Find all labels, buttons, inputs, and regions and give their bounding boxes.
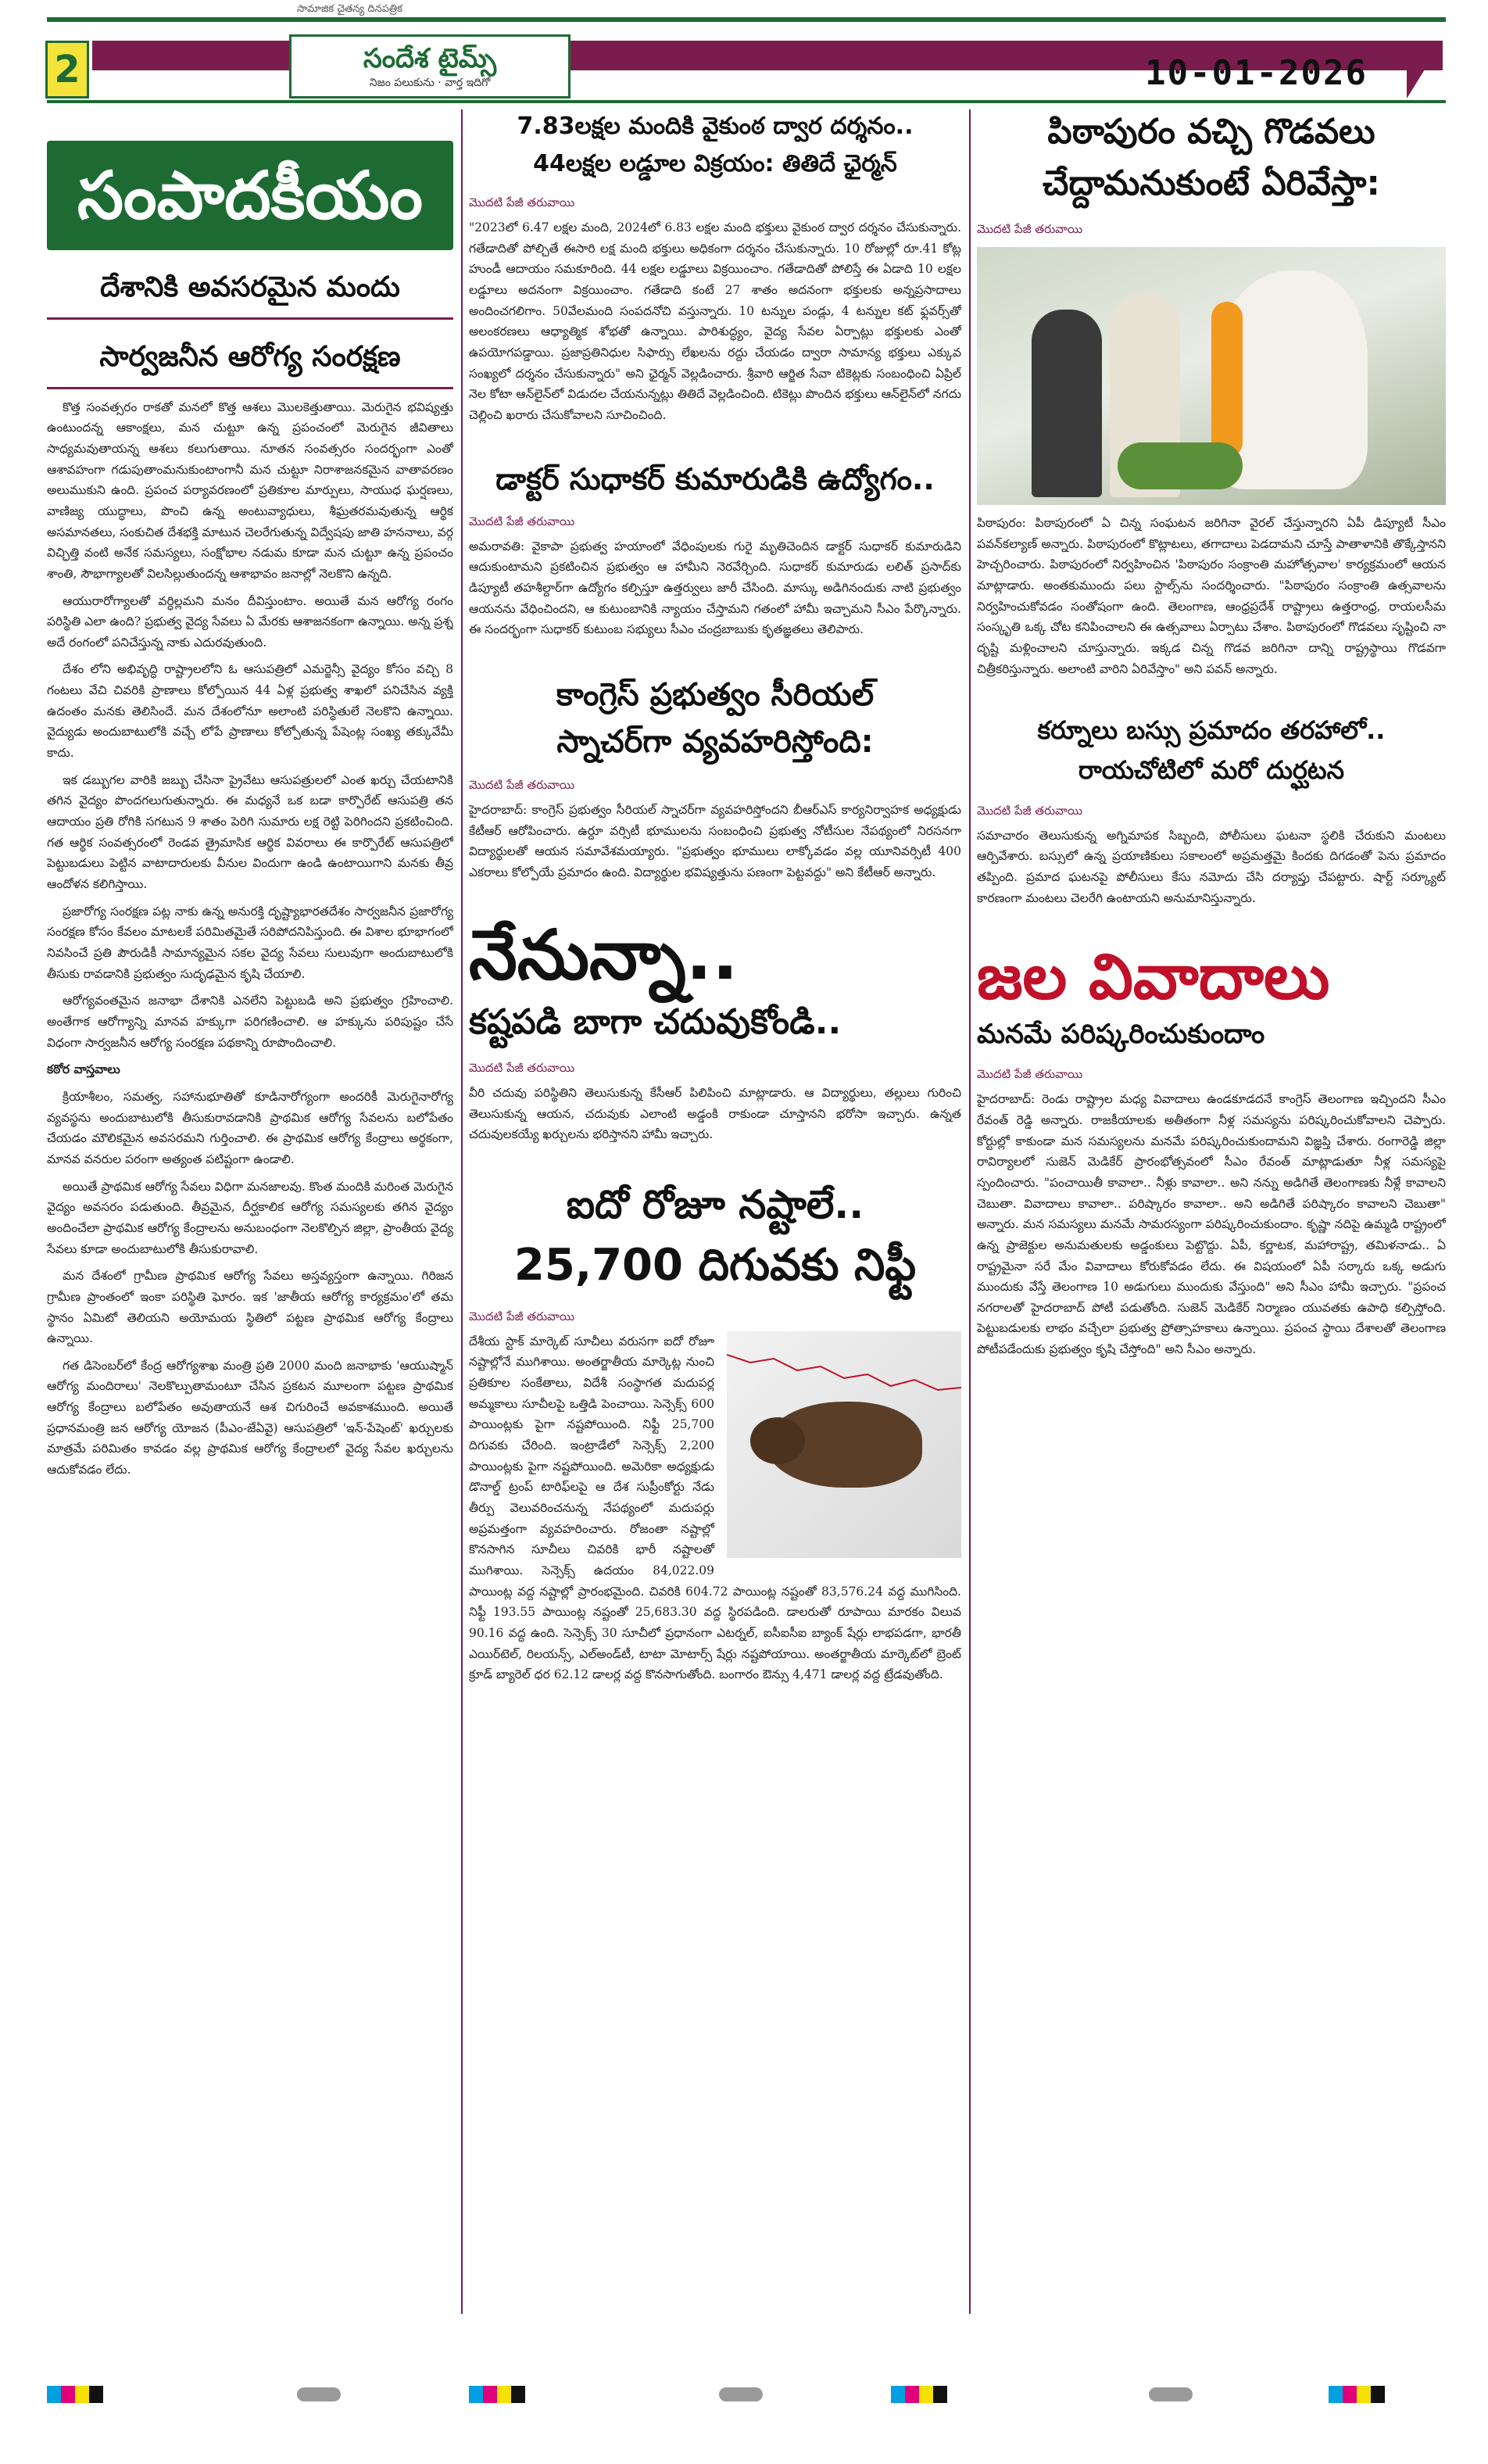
article-byline: మొదటి పేజీ తరువాయి	[469, 195, 575, 210]
article-body: హైదరాబాద్: కాంగ్రెస్ ప్రభుత్వం సీరియల్ స్నాచర్‌గా వ్యవహరిస్తోందని బీఆర్ఎస్ కార్యనిర్వాహక అధ్యక్షుడు కేటీఆర్ ఆరోపించారు. ఉర్దూ వర్సిటీ భూములను సంబంధించి ప్రభుత్వ నోటీసుల నేపథ్యంలో నిరసనగా విద్యార్థులతో ఆయన సమావేశమయ్యారు. "ప్రభుత్వం భూములు లాక్కోవడం వల్ల యూనివర్సిటీ 400 ఎకరాలు కోల్పోయే ప్రమాదం ఉంది. విద్యార్థుల భవిష్యత్తును పణంగా పెట్టవద్దు" అని కేటీఆర్ అన్నారు.	[469, 802, 961, 879]
editorial-paragraph: అయితే ప్రాథమిక ఆరోగ్య సేవలు విధిగా మనజాలవు. కొంత మందికి మరింత మెరుగైన వైద్యం అవసరం పడుతుంది. తీవ్రమైన, దీర్ఘకాలిక ఆరోగ్య సమస్యలకు తగిన వైద్యం అందించేలా ప్రాథమిక ఆరోగ్య కేంద్రాలను అనుబంధంగా నెలకొల్పిన జిల్లా, ప్రాంతీయ వైద్య సేవలు కూడా అందుబాటులోకి తీసుకురావాలి.	[47, 1179, 453, 1256]
article-pithapuram	[977, 106, 1446, 679]
editorial-column	[47, 141, 453, 2314]
printer-registration-mark	[1149, 2387, 1193, 2401]
bear-market-photo	[727, 1331, 961, 1558]
editorial-rule	[47, 387, 453, 389]
top-rule	[47, 17, 1446, 22]
article-headline: డాక్టర్ సుధాకర్ కుమారుడికి ఉద్యోగం..	[495, 461, 935, 496]
article-headline: మనమే పరిష్కరించుకుందాం	[977, 1019, 1265, 1051]
article-byline: మొదటి పేజీ తరువాయి	[469, 514, 575, 528]
article-body: అమరావతి: వైకాపా ప్రభుత్వ హయాంలో వేధింపులకు గురై మృతిచెందిన డాక్టర్ సుధాకర్ కుమారుడిని ఆదుకుంటామని ప్రకటించిన ప్రభుత్వం ఆ హామీని నెరవేర్చింది. సుధాకర్ కుమారుడు లలిత్ ప్రసాద్‌కు డిప్యూటీ తహశీల్దార్‌గా ఉద్యోగం కల్పిస్తూ ఉత్తర్వులు జారీ చేసింది. మాస్కు అడిగినందుకు నాటి ప్రభుత్వం ఆయనను వేధించిందని, ఆ కుటుంబానికి న్యాయం చేస్తామని గతంలో హామీ ఇచ్చామని సీఎం పేర్కొన్నారు. ఈ సందర్భంగా సుధాకర్ కుటుంబ సభ్యులు సీఎం చంద్రబాబుకు కృతజ్ఞతలు తెలిపారు.	[469, 539, 961, 637]
article-headline: నేనున్నా..	[469, 915, 739, 996]
article-body: దేశీయ స్టాక్ మార్కెట్ సూచీలు వరుసగా ఐదో రోజూ నష్టాల్లోనే ముగిశాయి. అంతర్జాతీయ మార్కెట్ల నుంచి ప్రతికూల సంకేతాలు, విదేశీ సంస్థాగత మదుపర్ల అమ్మకాలు సూచీలపై ఒత్తిడి పెంచాయి. సెన్సెక్స్ 600 పాయింట్లకు పైగా నష్టపోయింది. నిఫ్టీ 25,700 దిగువకు చేరింది. ఇంట్రాడేలో సెన్సెక్స్ 2,200 పాయింట్లకు పైగా నష్టపోయింది. అమెరికా అధ్యక్షుడు డొనాల్డ్ ట్రంప్ టారిఫ్‌లపై ఆ దేశ సుప్రీంకోర్టు నేడు తీర్పు వెలువరించనున్న నేపథ్యంలో మదుపర్లు అప్రమత్తంగా వ్యవహరించారు. రోజంతా నష్టాల్లో కొనసాగిన సూచీలు చివరికి భారీ నష్టాలతో ముగిశాయి. సెన్సెక్స్ ఉదయం 84,022.09 పాయింట్ల వద్ద నష్టాల్లో ప్రారంభమైంది. చివరికి 604.72 పాయింట్ల నష్టంతో 83,576.24 వద్ద ముగిసింది. నిఫ్టీ 193.55 పాయింట్ల నష్టంతో 25,683.30 వద్ద స్థిరపడింది. డాలరుతో రూపాయి మారకం విలువ 90.16 వద్ద ఉంది. సెన్సెక్స్ 30 సూచీలో ప్రధానంగా ఎటర్నల్, ఐసీఐసీఐ బ్యాంక్ షేర్లు లాభపడగా, భారతీ ఎయిర్‌టెల్, రిలయన్స్, ఎల్‌అండ్‌టీ, టాటా మోటార్స్ షేర్లు నష్టపోయాయి. అంతర్జాతీయ మార్కెట్‌లో బ్రెంట్ క్రూడ్ బ్యారెల్ ధర 62.12 డాలర్ల వద్ద కొనసాగుతోంది. బంగారం ఔన్సు 4,471 డాలర్ల వద్ద ట్రేడవుతోంది.	[469, 1334, 961, 1682]
article-congress	[469, 672, 961, 883]
article-headline: 7.83లక్షల మందికి వైకుంఠ ద్వార దర్శనం..	[517, 113, 914, 140]
news-column-middle	[469, 102, 961, 2314]
article-byline: మొదటి పేజీ తరువాయి	[469, 1309, 575, 1323]
article-body: సమాచారం తెలుసుకున్న అగ్నిమాపక సిబ్బంది, పోలీసులు ఘటనా స్థలికి చేరుకుని మంటలు ఆర్పివేశారు. బస్సులో ఉన్న ప్రయాణికులు సకాలంలో అప్రమత్తమై కిందకు దిగడంతో పెను ప్రమాదం తప్పింది. ప్రమాద ఘటనపై పోలీసులు కేసు నమోదు చేసి దర్యాప్తు చేపట్టారు. షార్ట్ సర్క్యూట్ కారణంగా మంటలు చెలరేగి ఉంటాయని అనుమానిస్తున్నారు.	[977, 828, 1446, 905]
masthead-top-line: సామాజిక చైతన్య దినపత్రిక	[297, 3, 402, 15]
printer-registration-mark	[297, 2387, 341, 2401]
editorial-headline-1: దేశానికి అవసరమైన మందు	[100, 271, 400, 303]
pawan-kalyan-photo	[977, 247, 1446, 505]
article-headline: జల వివాదాలు	[977, 940, 1330, 1014]
editorial-paragraph: గత డిసెంబర్‌లో కేంద్ర ఆరోగ్యశాఖ మంత్రి ప్రతి 2000 మంది జనాభాకు 'ఆయుష్మాన్ ఆరోగ్య మందిరాలు' నెలకొల్పుతామంటూ చేసిన ప్రకటన మూలంగా పట్టణ ప్రాథమిక ఆరోగ్య కేంద్రాలు బలోపేతం అవుతాయనే ఆశ చిగురించే అవకాశముంది. అయితే ప్రధానమంత్రి జన ఆరోగ్య యోజన (పీఎం-జేఏవై) ఆసుపత్రిలో 'ఇన్-పేషెంట్' ఖర్చులకు మాత్రమే పరిమితం కావడం వల్ల ప్రాథమిక ఆరోగ్య కేంద్రాలలో వైద్య సేవల ఖర్చులను ఆదుకోవడం లేదు.	[47, 1358, 453, 1477]
printer-color-bar	[47, 2386, 103, 2403]
article-headline: కర్నూలు బస్సు ప్రమాదం తరహాలో..	[1037, 715, 1386, 746]
editorial-paragraph: ఇక డబ్బుగల వారికి జబ్బు చేసినా ప్రైవేటు ఆసుపత్రులలో ఎంత ఖర్చు చేయటానికి తగిన వైద్యం పొందగలుగుతున్నారు. ఈ మధ్యనే ఒక బడా కార్పొరేట్ ఆసుపత్రి తన ఆదాయం ప్రతి రోగికి సగటున 9 శాతం పెరిగి సుమారు లక్ష రెట్టి పెరిగిందని ప్రకటించింది. గత ఆర్థిక సంవత్సరంలో రెండవ త్రైమాసిక ఆర్థిక వివరాలు ఈ కార్పొరేట్ ఆసుపత్రిలో పెట్టుబడులు పెట్టిన వాటాదారులకు వీనుల విందుగా ఉండి ఉంటాయిగాని మనకు తీవ్ర ఆందోళన కలిగిస్తాయి.	[47, 772, 453, 892]
article-headline: కాంగ్రెస్ ప్రభుత్వం సీరియల్	[556, 676, 875, 713]
editorial-paragraph: దేశం లోని అభివృద్ధి రాష్ట్రాలలోని ఓ ఆసుపత్రిలో ఎమర్జెన్సీ వైద్యం కోసం వచ్చి 8 గంటలు వేచి చివరికి ప్రాణాలు కోల్పోయిన 44 ఏళ్ల ప్రభుత్వ శాఖలో పనిచేసిన వ్యక్తి ఉదంతం మనకు తెలిసిందే. మన దేశంలోనూ అలాంటి పరిస్థితులే నెలకొని ఉన్నాయి. వైద్యుడు అందుబాటులోకి వచ్చే లోపే ప్రాణాలు కోల్పోతున్న పేషెంట్ల సంఖ్య తక్కువేమీ కాదు.	[47, 662, 453, 761]
article-headline: పిఠాపురం వచ్చి గొడవలు	[1047, 112, 1375, 152]
article-body: వీరి చదువు పరిస్థితిని తెలుసుకున్న కేసీఆర్ పిలిపించి మాట్లాడారు. ఆ విద్యార్థులు, తల్లులు గురించి తెలుసుకున్న ఆయన, చదువుకు ఎలాంటి అడ్డంకి రాకుండా చూస్తానని భరోసా ఇచ్చారు. ఉన్నత చదువులకయ్యే ఖర్చులను భరిస్తానని హామీ ఇచ్చారు.	[469, 1086, 961, 1142]
editorial-paragraph: కొత్త సంవత్సరం రాకతో మనలో కొత్త ఆశలు మొలకెత్తుతాయి. మెరుగైన భవిష్యత్తు ఉంటుందన్న ఆకాంక్షలు, మన చుట్టూ ఉన్న ప్రపంచంలో మెరుగైన జీవితాలు సాధ్యమవుతాయన్న ఆశలు కలుగుతాయి. నూతన సంవత్సరం సందర్భంగా ఎంతో ఆశావహంగా గడుపుతాంమనుకుంటాంగానీ మన చుట్టూ నిరాశాజనకమైన వాతావరణం అలుముకుని ఉంది. ప్రపంచ పర్యావరణంలో ప్రతికూల మార్పులు, సాయుధ ఘర్షణలు, వాణిజ్య యుద్ధాలు, పొంచి ఉన్న అంటువ్యాధులు, శీఘ్రతరమవుతున్న ఆర్థిక అసమానతలు, సంకుచిత దేశభక్తి మాటున చెలరేగుతున్న విద్వేషపు జాతి హననాలు, వర్గ విచ్ఛిత్తి వంటి అనేక సమస్యలు, సంక్షోభాల నడుమ కూడా మన చుట్టూ ఉన్న ప్రపంచం శాంతి, సౌభాగ్యాలతో విలసిల్లుతుందన్న ఆశాభావం జనాల్లో నెలకొని ఉన్నది.	[47, 399, 453, 581]
editorial-headline-2: సార్వజనీన ఆరోగ్య సంరక్షణ	[99, 340, 401, 373]
article-headline: చేద్దామనుకుంటే ఏరివేస్తా:	[1043, 163, 1380, 203]
newspaper-logo	[289, 34, 571, 98]
article-kcr	[469, 914, 961, 1145]
editorial-body	[47, 397, 453, 1481]
editorial-subhead: కఠోర వాస్తవాలు	[47, 1062, 120, 1077]
issue-date: 10-01-2026	[1145, 53, 1368, 93]
column-divider-1	[461, 109, 463, 2314]
article-headline: ఐదో రోజూ నష్టాలే..	[566, 1182, 864, 1228]
newspaper-name: సందేశ టైమ్స్	[363, 43, 497, 74]
article-byline: మొదటి పేజీ తరువాయి	[977, 1067, 1083, 1082]
editorial-paragraph: క్రియాశీలం, సమత్వ, సహానుభూతితో కూడినారోగ్యంగా అందరికీ మెరుగైనారోగ్య వ్యవస్థను అందుబాటులోకి తీసుకురావడానికి ప్రాథమిక ఆరోగ్య సేవలను బలోపేతం చేయడం మౌలికమైన అవసరమని గుర్తించాలి. ఈ ప్రాథమిక ఆరోగ్య కేంద్రాలు అర్థకంగా, మానవ వనరుల పరంగా అత్యంత పటిష్టంగా ఉండాలి.	[47, 1089, 453, 1166]
article-body: పిఠాపురం: పిఠాపురంలో ఏ చిన్న సంఘటన జరిగినా వైరల్ చేస్తున్నారని ఏపీ డిప్యూటీ సీఎం పవన్‌కల్యాణ్ అన్నారు. పిఠాపురంలో కొట్లాటలు, తగాదాలు పెడదామని చూస్తే పాతాళానికి తొక్కేస్తానని హెచ్చరించారు. పిఠాపురంలో నిర్వహించిన 'పిఠాపురం సంక్రాంతి మహోత్సవాల' కార్యక్రమంలో ఆయన మాట్లాడారు. అంతకుముందు పలు స్టాల్స్‌ను సందర్శించారు. "పిఠాపురం సంక్రాంతి ఉత్సవాలను నిర్వహించుకోవడం సంతోషంగా ఉంది. తెలంగాణ, ఆంధ్రప్రదేశ్ రాష్ట్రాలు ఉత్తరాంధ్ర, రాయలసీమ సంస్కృతి ఒక్క చోట కనిపించాలని ఈ ఉత్సవాలు ఏర్పాటు చేశాం. పిఠాపురంలో గొడవలు సృష్టించి నా దృష్టి మళ్లించాలని చూస్తున్నారు. ఇక్కడ చిన్న గొడవ జరిగినా దాన్ని రాష్ట్రస్థాయి గొడవగా చిత్రీకరిస్తున్నారు. అలాంటి వారిని ఏరివేస్తాం" అని పవన్ అన్నారు.	[977, 516, 1446, 676]
editorial-rule	[47, 317, 453, 320]
printer-color-bar	[891, 2386, 947, 2403]
stock-chart-graphic	[727, 1347, 961, 1394]
printer-color-bar	[1329, 2386, 1385, 2403]
article-headline: రాయచోటిలో మరో దుర్ఘటన	[1078, 755, 1345, 786]
editorial-banner: సంపాదకీయం	[47, 141, 453, 250]
news-column-right	[977, 102, 1446, 2314]
editorial-paragraph: ఆరోగ్యవంతమైన జనాభా దేశానికి ఎనలేని పెట్టుబడి అని ప్రభుత్వం గ్రహించాలి. అంతేగాక ఆరోగ్యాన్ని మానవ హక్కుగా పరిగణించాలి. ఆ హక్కును పరిపుష్టం చేసే విధంగా సార్వజనీన ఆరోగ్య సంరక్షణ పథకాన్ని రూపొందించాలి.	[47, 994, 453, 1050]
article-body: హైదరాబాద్: రెండు రాష్ట్రాల మధ్య వివాదాలు ఉండకూడదనే కాంగ్రెస్ తెలంగాణ ఇచ్చిందని సీఎం రేవంత్ రెడ్డి అన్నారు. రాజకీయాలకు అతీతంగా నీళ్ల సమస్యను పరిష్కరించుకోవాలని చెప్పారు. కోర్టుల్లో కాకుండా మన సమస్యలను మనమే పరిష్కరించుకుందామని విజ్ఞప్తి చేశారు. రంగారెడ్డి జిల్లా రావిర్యాలలో సుజెన్ మెడికేర్ ప్రారంభోత్సవంలో సీఎం రేవంత్ మాట్లాడుతూ నీళ్ల సమస్యపై స్పందించారు. "పంచాయితీ కావాలా.. నీళ్లు కావాలా.. అని నన్ను అడిగితే తెలంగాణకు నీళ్లే కావాలని చెబుతా. వివాదాలు కావాలా.. పరిష్కారం కావాలా.. అని అడిగితే పరిష్కారం కావాలని చెబుతా" అన్నారు. మన సమస్యలు మనమే సామరస్యంగా పరిష్కరించుకుందాం. కృష్ణా నదిపై ఉమ్మడి రాష్ట్రంలో ఉన్న ప్రాజెక్టుల అనుమతులకు అడ్డంకులు పెట్టొద్దు. ఏపీ, కర్ణాటక, మహారాష్ట్ర, తమిళనాడు.. ఏ రాష్ట్రమైనా సరే మేం వివాదాలు కోరుకోవడం లేదు. ఈ విషయంలో ఏపీ సర్కారు ఒక్క అడుగు ముందుకు వేస్తే తెలంగాణ 10 అడుగులు ముందుకు వేస్తుంది" అని సీఎం హామీ ఇచ్చారు. "ప్రపంచ నగరాలతో హైదరాబాద్ పోటీ పడుతోంది. సుజెన్ మెడికేర్ నిర్మాణం యువతకు ఉపాధి కల్పిస్తోంది. పెట్టుబడులకు లాభం వచ్చేలా ప్రభుత్వ ప్రోత్సాహకాలు ఉన్నాయి. ప్రపంచ స్థాయి దేశాలతో తెలంగాణ పోటీపడేందుకు ప్రభుత్వం కృషి చేస్తోంది" అని సీఎం అన్నారు.	[977, 1092, 1446, 1357]
article-headline: 44లక్షల లడ్డూల విక్రయం: తితిదే ఛైర్మన్	[533, 150, 897, 177]
article-water-disputes	[977, 940, 1446, 1360]
article-byline: మొదటి పేజీ తరువాయి	[469, 1061, 575, 1076]
article-body: "2023లో 6.47 లక్షల మంది, 2024లో 6.83 లక్షల మంది భక్తులు వైకుంఠ ద్వార దర్శనం చేసుకున్నారు. గతేడాదితో పోల్చితే ఈసారి లక్ష మంది భక్తులు అధికంగా దర్శనం చేసుకున్నారు. 10 రోజుల్లో రూ.41 కోట్ల హుండీ ఆదాయం సమకూరింది. 44 లక్షల లడ్డూలు విక్రయించాం. గతేడాదితో పోలిస్తే ఈ ఏడాది 10 లక్షల లడ్డూలు అదనంగా విక్రయించాం. గతేడాది కంటే 27 శాతం అదనంగా భక్తులకు అన్నప్రసాదాలు అందించగలిగాం. 50వేలమంది సంపదనోచి వస్తున్నారు. 10 టన్నుల పండ్లు, 4 టన్నుల కట్ ఫ్లవర్స్‌తో అలంకరణలు ఆధ్యాత్మిక శోభతో ఉన్నాయి. పారిశుద్ధ్యం, వైద్య సేవల ఏర్పాట్లు భక్తులకు ఎంతో ఉపయోగపడ్డాయి. ప్రజాప్రతినిధుల సిఫార్సు లేఖలను రద్దు చేయడం ద్వారా సామాన్య భక్తులు ఎక్కువ సంఖ్యలో దర్శనం చేసుకున్నారు" అని ఛైర్మన్ వెల్లడించారు. శ్రీవారి ఆర్జిత సేవా టికెట్లకు సంబంధించి ఏప్రిల్ నెల కోటా ఆన్‌లైన్‌లో విడుదల చేయనున్నట్లు తితిదే వెల్లడించింది. టికెట్లు పొందిన భక్తులు ఆన్‌లైన్‌లో నగదు చెల్లించి ఖరారు చేసుకోవాలని సూచించింది.	[469, 220, 961, 422]
article-sudhakar	[469, 457, 961, 640]
article-headline: స్నాచర్‌గా వ్యవహరిస్తోంది:	[556, 723, 874, 760]
article-markets	[469, 1176, 961, 1685]
editorial-paragraph: ఆయురారోగ్యాలతో వర్ధిల్లమని మనం దీవిస్తుంటాం. అయితే మన ఆరోగ్య రంగం పరిస్థితి ఎలా ఉంది? ప్రభుత్వ వైద్య సేవలు ఏ మేరకు ఆశాజనకంగా ఉన్నాయి. అన్న ప్రశ్న అదే రంగంలో పనిచేస్తున్న నాకు ఎదురవుతుంది.	[47, 593, 453, 650]
article-byline: మొదటి పేజీ తరువాయి	[977, 222, 1083, 236]
bear-head-figure	[750, 1417, 805, 1464]
newspaper-tagline: నిజం పలుకును · వార్త ఇదిగో	[369, 77, 491, 89]
article-vaikunta	[469, 108, 961, 426]
editorial-paragraph: ప్రజారోగ్య సంరక్షణ పట్ల నాకు ఉన్న అనురక్తి దృష్ట్యాభారతదేశం సార్వజనీన ప్రజారోగ్య సంరక్షణ కోసం కేవలం మాటలకే పరిమితమైతే సరిపోదనిపిస్తుంది. ఈ విశాల భూభాగంలో నివసించే ప్రతి పౌరుడికీ సామాన్యమైన సకల వైద్య సేవలు సులువుగా అందుబాటులోకి తీసుకు రావడానికి ప్రభుత్వం సుదృఢమైన కృషి చేయాలి.	[47, 904, 453, 981]
article-byline: మొదటి పేజీ తరువాయి	[977, 803, 1083, 818]
page-number: 2	[45, 41, 89, 98]
article-headline: కష్టపడి బాగా చదువుకోండి..	[469, 1002, 842, 1043]
editorial-paragraph: మన దేశంలో గ్రామీణ ప్రాథమిక ఆరోగ్య సేవలు అస్తవ్యస్తంగా ఉన్నాయి. గిరిజన గ్రామీణ ప్రాంతంలో ఇంకా పరిస్థితి ఘోరం. ఇక 'జాతీయ ఆరోగ్య కార్యక్రమం'లో తమ స్థానం ఏమిటో తెలియని అయోమయ స్థితిలో పట్టణ ప్రాథమిక ఆరోగ్య కేంద్రాలు ఉన్నాయి.	[47, 1269, 453, 1346]
column-divider-2	[969, 109, 971, 2314]
printer-registration-mark	[719, 2387, 763, 2401]
article-bus-accident	[977, 711, 1446, 908]
article-headline: 25,700 దిగువకు నిఫ్టీ	[513, 1239, 917, 1291]
printer-color-bar	[469, 2386, 525, 2403]
article-byline: మొదటి పేజీ తరువాయి	[469, 777, 575, 792]
